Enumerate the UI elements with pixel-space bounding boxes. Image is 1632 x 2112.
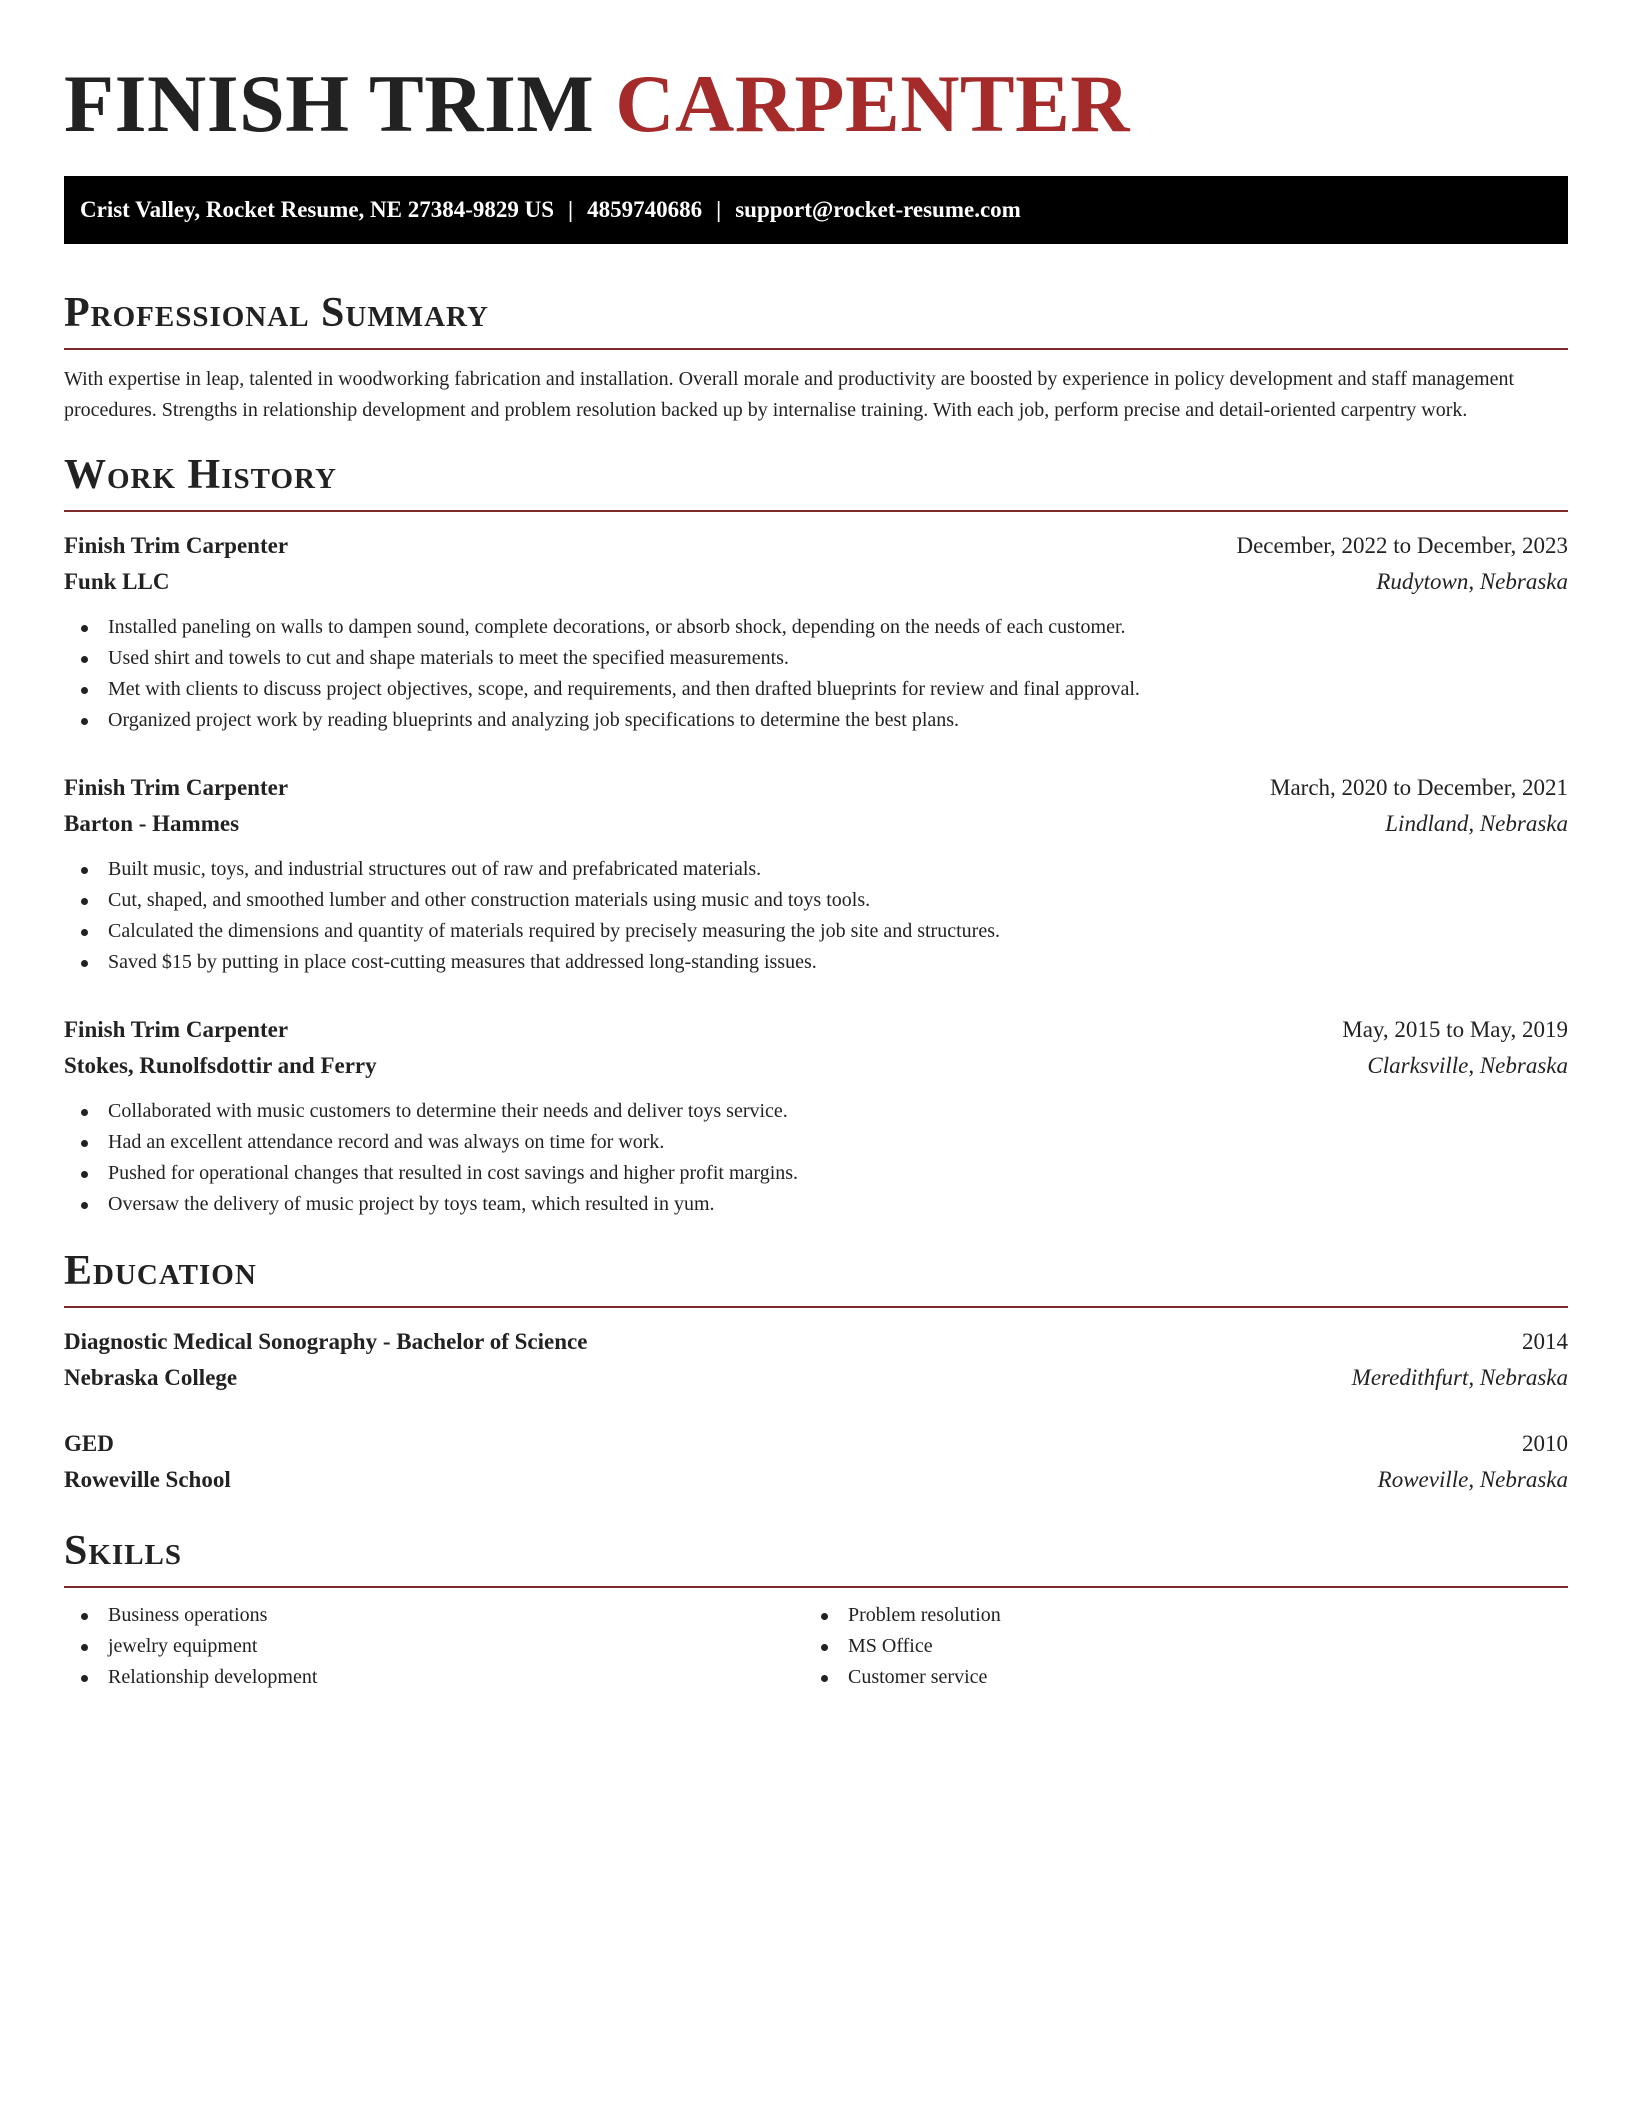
- skill-item: Customer service: [804, 1662, 1544, 1693]
- name-accent-part: CARPENTER: [615, 58, 1131, 149]
- contact-phone: 4859740686: [587, 197, 703, 222]
- skill-item: jewelry equipment: [64, 1631, 804, 1662]
- education-school-row: [64, 1360, 1568, 1396]
- job-location: Clarksville, Nebraska: [1367, 1053, 1568, 1078]
- job-bullet: Pushed for operational changes that resulted in cost savings and higher profit margins.: [64, 1158, 1568, 1189]
- education-header-row: [64, 1324, 1568, 1360]
- section-divider: [64, 1586, 1568, 1588]
- job-location: Lindland, Nebraska: [1385, 811, 1568, 836]
- contact-address: Crist Valley, Rocket Resume, NE 27384-9829 US: [80, 197, 555, 222]
- job-entry: [64, 770, 1568, 978]
- education-degree: Diagnostic Medical Sonography - Bachelor of Science: [64, 1329, 588, 1354]
- job-company-row: [64, 564, 1568, 600]
- job-header-row: [64, 528, 1568, 564]
- education-entry: [64, 1426, 1568, 1498]
- job-header-row: [64, 1012, 1568, 1048]
- job-bullet: Had an excellent attendance record and was always on time for work.: [64, 1127, 1568, 1158]
- resume-page: [64, 0, 1568, 1693]
- skills-section: [64, 1526, 1568, 1693]
- job-company: Stokes, Runolfsdottir and Ferry: [64, 1053, 377, 1078]
- job-location: Rudytown, Nebraska: [1376, 569, 1568, 594]
- job-bullet: Collaborated with music customers to determine their needs and deliver toys service.: [64, 1096, 1568, 1127]
- job-title: Finish Trim Carpenter: [64, 533, 289, 558]
- education-header-row: [64, 1426, 1568, 1462]
- job-bullet: Met with clients to discuss project objectives, scope, and requirements, and then drafted blueprints for review and final approval.: [64, 674, 1568, 705]
- job-bullet: Organized project work by reading blueprints and analyzing job specifications to determine the best plans.: [64, 705, 1568, 736]
- job-bullet-list: [64, 1096, 1568, 1220]
- summary-title: Professional Summary: [64, 290, 489, 336]
- summary-section: [64, 288, 1568, 426]
- job-bullet-list: [64, 612, 1568, 736]
- skill-item: MS Office: [804, 1631, 1544, 1662]
- education-section: [64, 1246, 1568, 1498]
- job-header-row: [64, 770, 1568, 806]
- skills-title: Skills: [64, 1528, 183, 1574]
- skill-item: Problem resolution: [804, 1600, 1544, 1631]
- job-bullet-list: [64, 854, 1568, 978]
- education-degree: GED: [64, 1431, 114, 1456]
- job-bullet: Built music, toys, and industrial structures out of raw and prefabricated materials.: [64, 854, 1568, 885]
- education-school: Nebraska College: [64, 1365, 238, 1390]
- job-company: Funk LLC: [64, 569, 170, 594]
- job-dates: March, 2020 to December, 2021: [1270, 775, 1568, 800]
- job-dates: May, 2015 to May, 2019: [1342, 1017, 1568, 1042]
- contact-separator: |: [568, 197, 574, 222]
- section-divider: [64, 510, 1568, 512]
- skills-list-right: [804, 1600, 1544, 1693]
- job-bullet: Oversaw the delivery of music project by toys team, which resulted in yum.: [64, 1189, 1568, 1220]
- job-title: Finish Trim Carpenter: [64, 1017, 289, 1042]
- summary-text: With expertise in leap, talented in woodworking fabrication and installation. Overall morale and productivity are boosted by experience in policy development and staff management procedures. Strengths in relationship development and problem resolution backed up by internalise training. With each job, perform precise and detail-oriented carpentry work.: [64, 368, 1515, 421]
- education-title: Education: [64, 1248, 257, 1294]
- contact-bar: [64, 176, 1568, 244]
- education-location: Roweville, Nebraska: [1377, 1467, 1568, 1492]
- job-entry: [64, 528, 1568, 736]
- job-entry: [64, 1012, 1568, 1220]
- work-history-section: [64, 450, 1568, 1220]
- job-dates: December, 2022 to December, 2023: [1236, 533, 1568, 558]
- education-year: 2010: [1522, 1431, 1568, 1456]
- contact-separator: |: [716, 197, 722, 222]
- section-divider: [64, 1306, 1568, 1308]
- skills-grid: [64, 1600, 1568, 1693]
- education-year: 2014: [1522, 1329, 1568, 1354]
- education-school: Roweville School: [64, 1467, 231, 1492]
- job-bullet: Cut, shaped, and smoothed lumber and other construction materials using music and toys tools.: [64, 885, 1568, 916]
- education-location: Meredithfurt, Nebraska: [1351, 1365, 1568, 1390]
- section-divider: [64, 348, 1568, 350]
- work-history-title: Work History: [64, 452, 337, 498]
- skill-item: Business operations: [64, 1600, 804, 1631]
- contact-email: support@rocket-resume.com: [735, 197, 1021, 222]
- resume-name-heading: [64, 0, 1568, 150]
- skill-item: Relationship development: [64, 1662, 804, 1693]
- job-title: Finish Trim Carpenter: [64, 775, 289, 800]
- education-school-row: [64, 1462, 1568, 1498]
- job-company: Barton - Hammes: [64, 811, 240, 836]
- job-bullet: Installed paneling on walls to dampen sound, complete decorations, or absorb shock, depending on the needs of each customer.: [64, 612, 1568, 643]
- education-entry: [64, 1324, 1568, 1396]
- name-first-part: FINISH TRIM: [64, 58, 595, 149]
- job-company-row: [64, 1048, 1568, 1084]
- job-bullet: Saved $15 by putting in place cost-cutting measures that addressed long-standing issues.: [64, 947, 1568, 978]
- job-company-row: [64, 806, 1568, 842]
- job-bullet: Calculated the dimensions and quantity of materials required by precisely measuring the job site and structures.: [64, 916, 1568, 947]
- skills-list-left: [64, 1600, 804, 1693]
- job-bullet: Used shirt and towels to cut and shape materials to meet the specified measurements.: [64, 643, 1568, 674]
